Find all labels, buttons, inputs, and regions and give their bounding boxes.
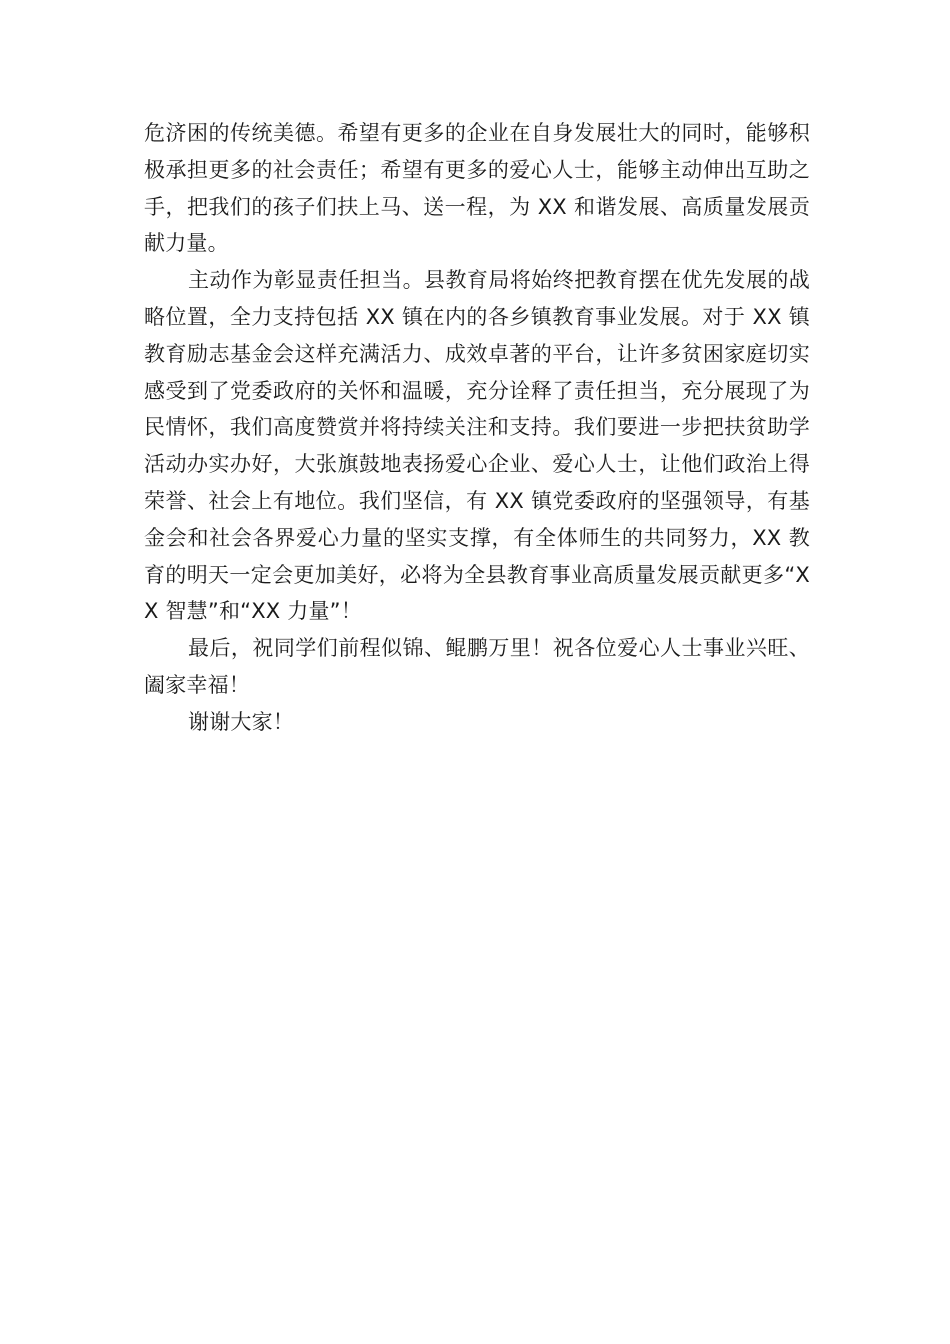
paragraph-continued: 危济困的传统美德。希望有更多的企业在自身发展壮大的同时，能够积极承担更多的社会责任；希望有更多的爱心人士，能够主动伸出互助之手，把我们的孩子们扶上马、送一程，为 XX 和谐发展、高质量发展贡献力量。 xyxy=(144,121,810,256)
paragraph-thanks: 谢谢大家！ xyxy=(188,709,294,734)
paragraph-wishes: 最后，祝同学们前程似锦、鲲鹏万里！祝各位爱心人士事业兴旺、阖家幸福！ xyxy=(144,636,810,697)
document-body xyxy=(144,115,810,741)
paragraph-responsibility: 主动作为彰显责任担当。县教育局将始终把教育摆在优先发展的战略位置，全力支持包括 XX 镇在内的各乡镇教育事业发展。对于 XX 镇教育励志基金会这样充满活力、成效卓著的平台，让许多贫困家庭切实感受到了党委政府的关怀和温暖，充分诠释了责任担当，充分展现了为民情怀，我们高度赞赏并将持续关注和支持。我们要进一步把扶贫助学活动办实办好，大张旗鼓地表扬爱心企业、爱心人士，让他们政治上得荣誉、社会上有地位。我们坚信，有 XX 镇党委政府的坚强领导，有基金会和社会各界爱心力量的坚实支撑，有全体师生的共同努力，XX 教育的明天一定会更加美好，必将为全县教育事业高质量发展贡献更多“XX 智慧”和“XX 力量”！ xyxy=(144,268,810,624)
